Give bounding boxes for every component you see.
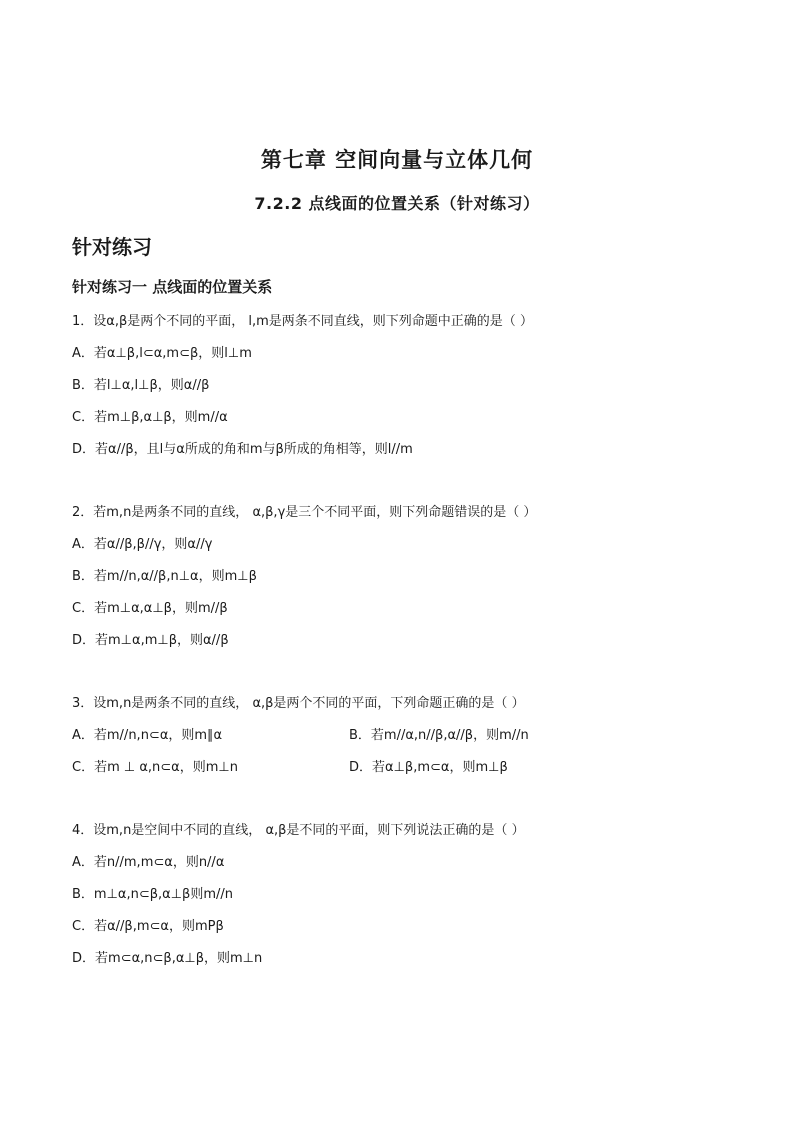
question-1-option-c: C．若m⊥β,α⊥β，则m//α (72, 410, 228, 425)
question-2-option-d: D．若m⊥α,m⊥β，则α//β (72, 633, 229, 648)
question-4-option-a: A．若n//m,m⊂α，则n//α (72, 855, 225, 870)
question-4-option-b: B．m⊥α,n⊂β,α⊥β则m//n (72, 887, 234, 902)
question-3-option-c: C．若m ⊥ α,n⊂α，则m⊥n (72, 760, 238, 775)
question-4-option-c: C．若α//β,m⊂α，则mPβ (72, 919, 224, 934)
question-1-option-d: D．若α//β，且l与α所成的角和m与β所成的角相等，则l//m (72, 442, 413, 457)
question-1-option-b: B．若l⊥α,l⊥β，则α//β (72, 378, 210, 393)
question-2-option-b: B．若m//n,α//β,n⊥α，则m⊥β (72, 569, 257, 584)
subsection-title: 针对练习一 点线面的位置关系 (72, 278, 273, 296)
section-title: 针对练习 (72, 235, 152, 259)
question-3-option-a: A．若m//n,n⊂α，则m∥α (72, 728, 223, 743)
question-4-option-d: D．若m⊂α,n⊂β,α⊥β，则m⊥n (72, 951, 263, 966)
question-3-option-b: B．若m//α,n//β,α//β，则m//n (349, 728, 529, 743)
lesson-title: 7.2.2 点线面的位置关系（针对练习） (254, 194, 540, 213)
question-2-stem: 2．若m,n是两条不同的直线， α,β,γ是三个不同平面，则下列命题错误的是（ ） (72, 505, 537, 520)
question-3-option-d: D．若α⊥β,m⊂α，则m⊥β (349, 760, 508, 775)
question-2-option-a: A．若α//β,β//γ，则α//γ (72, 537, 213, 552)
question-1-option-a: A．若α⊥β,l⊂α,m⊂β，则l⊥m (72, 346, 252, 361)
question-4-stem: 4．设m,n是空间中不同的直线， α,β是不同的平面，则下列说法正确的是（ ） (72, 823, 525, 838)
question-3-stem: 3．设m,n是两条不同的直线， α,β是两个不同的平面，下列命题正确的是（ ） (72, 696, 525, 711)
question-1-stem: 1．设α,β是两个不同的平面， l,m是两条不同直线，则下列命题中正确的是（ ） (72, 314, 533, 329)
question-2-option-c: C．若m⊥α,α⊥β，则m//β (72, 601, 228, 616)
chapter-title: 第七章 空间向量与立体几何 (260, 148, 534, 172)
